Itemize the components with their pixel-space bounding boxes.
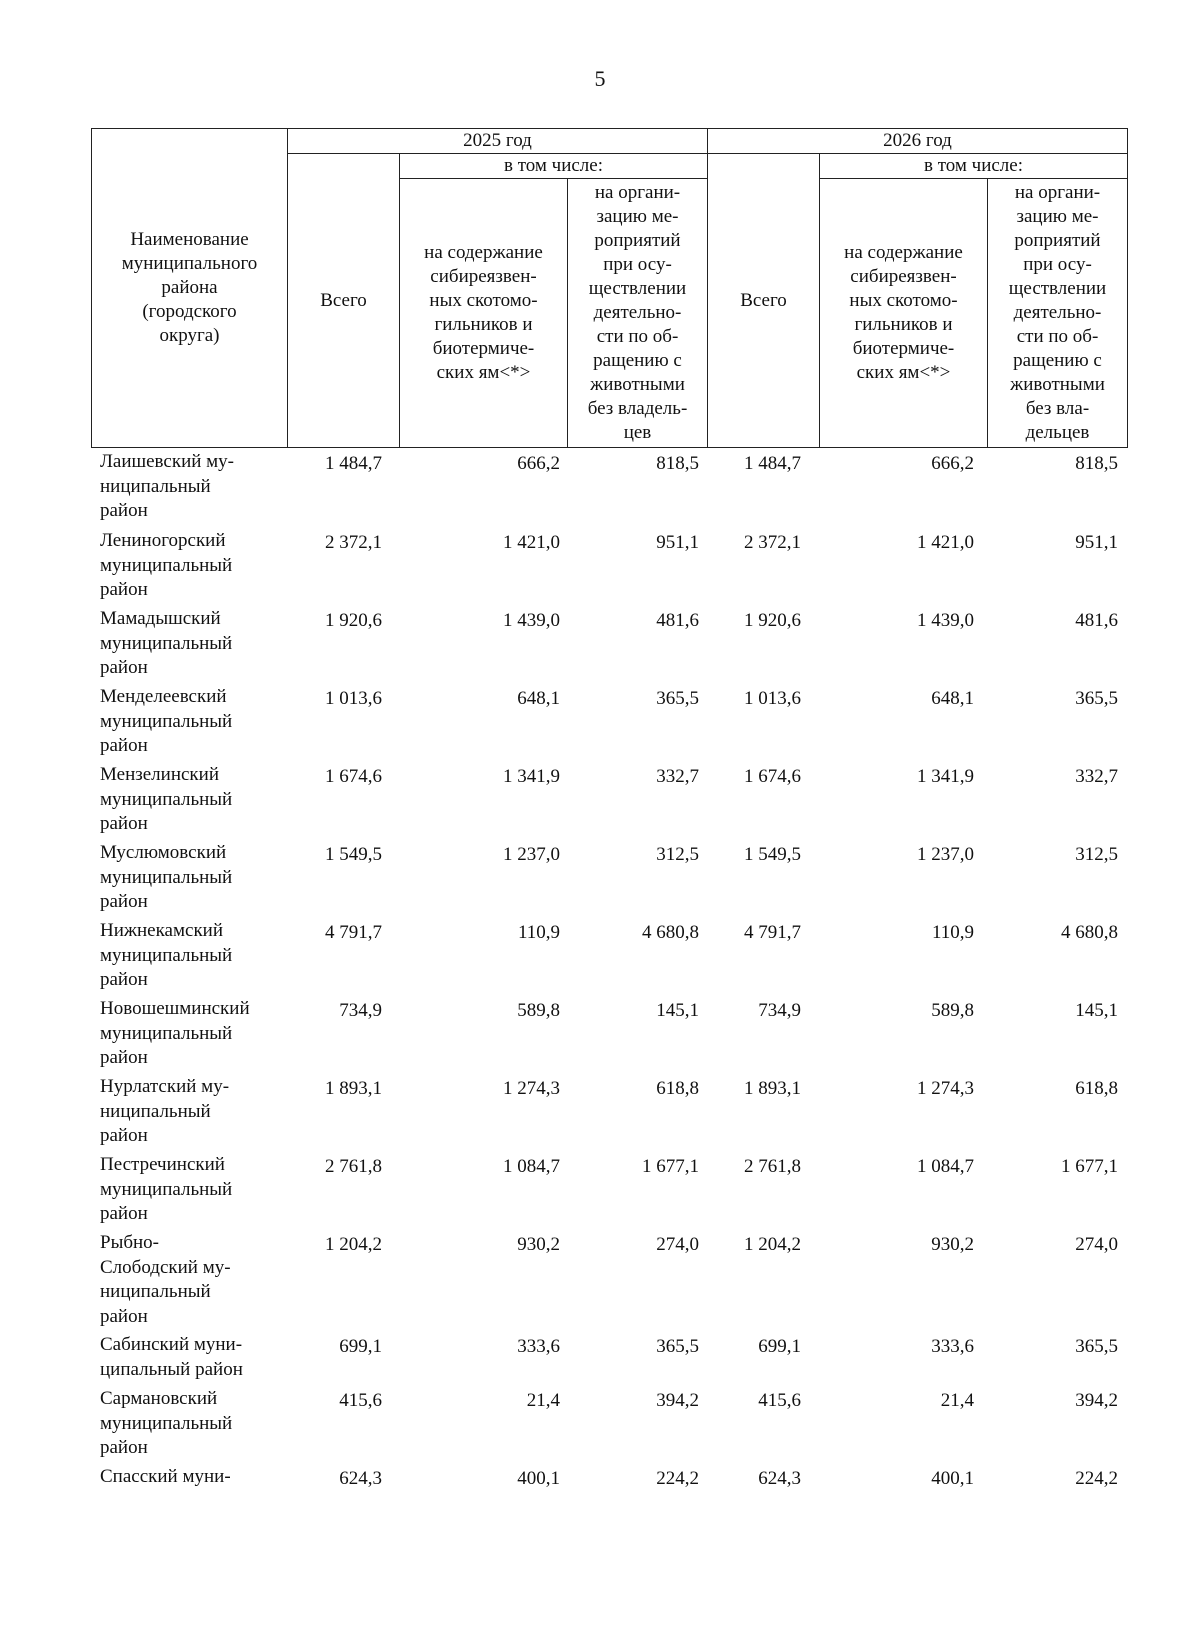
maintenance-2025: 1 237,0	[503, 844, 560, 865]
total-2026: 1 549,5	[744, 844, 801, 865]
animals-2026: 224,2	[1075, 1468, 1118, 1489]
table-row	[91, 1075, 1171, 1153]
municipality-name: Лениногорский муниципальный район	[100, 530, 233, 600]
total-2025: 1 484,7	[325, 453, 382, 474]
total-2025: 1 204,2	[325, 1234, 382, 1255]
municipality-name: Рыбно- Слободский му- ниципальный район	[100, 1232, 231, 1327]
animals-2025: 365,5	[656, 688, 699, 709]
animals-2026: 394,2	[1075, 1390, 1118, 1411]
animals-2025: 951,1	[656, 532, 699, 553]
maintenance-2025: 400,1	[517, 1468, 560, 1489]
municipality-name: Спасский муни-	[100, 1466, 231, 1487]
maintenance-2026: 1 341,9	[917, 766, 974, 787]
table-row	[91, 763, 1171, 841]
municipality-name: Сабинский муни- ципальный район	[100, 1334, 243, 1380]
animals-2025: 274,0	[656, 1234, 699, 1255]
animals-2025: 394,2	[656, 1390, 699, 1411]
maintenance-2025: 110,9	[517, 922, 560, 943]
total-2025: 1 013,6	[325, 688, 382, 709]
municipality-name: Пестречинский муниципальный район	[100, 1154, 233, 1224]
table-row	[91, 450, 1171, 529]
animals-2025: 145,1	[656, 1000, 699, 1021]
maintenance-2026: 1 421,0	[917, 532, 974, 553]
maintenance-2025: 333,6	[517, 1336, 560, 1357]
maintenance-2026: 1 084,7	[917, 1156, 974, 1177]
municipality-name: Менделеевский муниципальный район	[100, 686, 233, 756]
total-2026: 2 372,1	[744, 532, 801, 553]
header-animals-2025: на органи- зацию ме- роприятий при осу- ществлении деятельно- сти по об- ращению с животными без владель- цев	[568, 179, 708, 448]
total-2025: 699,1	[339, 1336, 382, 1357]
maintenance-2026: 21,4	[940, 1390, 974, 1411]
animals-2025: 618,8	[656, 1078, 699, 1099]
total-2026: 734,9	[758, 1000, 801, 1021]
table-body	[91, 450, 1171, 1495]
animals-2026: 332,7	[1075, 766, 1118, 787]
animals-2025: 332,7	[656, 766, 699, 787]
maintenance-2026: 589,8	[931, 1000, 974, 1021]
maintenance-2026: 666,2	[931, 453, 974, 474]
maintenance-2026: 930,2	[931, 1234, 974, 1255]
municipality-name: Новошешминский муниципальный район	[100, 998, 250, 1068]
maintenance-2025: 1 439,0	[503, 610, 560, 631]
animals-2026: 818,5	[1075, 453, 1118, 474]
header-year-2025: 2025 год	[288, 129, 708, 154]
total-2025: 1 893,1	[325, 1078, 382, 1099]
municipality-name: Муслюмовский муниципальный район	[100, 842, 233, 912]
municipality-name: Лаишевский му- ниципальный район	[100, 451, 235, 521]
total-2025: 2 761,8	[325, 1156, 382, 1177]
header-animals-2026: на органи- зацию ме- роприятий при осу- ществлении деятельно- сти по об- ращению с животными без вла- дельцев	[988, 179, 1128, 448]
total-2026: 2 761,8	[744, 1156, 801, 1177]
total-2026: 1 204,2	[744, 1234, 801, 1255]
table-row	[91, 1387, 1171, 1465]
total-2025: 624,3	[339, 1468, 382, 1489]
maintenance-2026: 400,1	[931, 1468, 974, 1489]
total-2025: 734,9	[339, 1000, 382, 1021]
maintenance-2026: 1 237,0	[917, 844, 974, 865]
table-row	[91, 529, 1171, 607]
header-total-2025: Всего	[288, 154, 400, 448]
table-row	[91, 1153, 1171, 1231]
table-row	[91, 997, 1171, 1075]
header-municipality-name: Наименование муниципального района (городского округа)	[92, 129, 288, 448]
table-row	[91, 1333, 1171, 1387]
maintenance-2025: 1 421,0	[503, 532, 560, 553]
total-2026: 1 920,6	[744, 610, 801, 631]
municipality-name: Нижнекамский муниципальный район	[100, 920, 233, 990]
header-year-2026: 2026 год	[708, 129, 1128, 154]
animals-2025: 4 680,8	[642, 922, 699, 943]
maintenance-2026: 110,9	[931, 922, 974, 943]
municipality-name: Нурлатский му- ниципальный район	[100, 1076, 230, 1146]
animals-2026: 951,1	[1075, 532, 1118, 553]
animals-2026: 618,8	[1075, 1078, 1118, 1099]
total-2026: 1 674,6	[744, 766, 801, 787]
animals-2026: 145,1	[1075, 1000, 1118, 1021]
municipality-name: Мензелинский муниципальный район	[100, 764, 233, 834]
table-header	[91, 128, 1128, 448]
animals-2025: 365,5	[656, 1336, 699, 1357]
maintenance-2026: 1 439,0	[917, 610, 974, 631]
table-row	[91, 685, 1171, 763]
table-row	[91, 1231, 1171, 1333]
animals-2026: 274,0	[1075, 1234, 1118, 1255]
total-2026: 415,6	[758, 1390, 801, 1411]
header-maintenance-2026: на содержание сибиреязвен- ных скотомо- гильников и биотермиче- ских ям<*>	[820, 179, 988, 448]
maintenance-2025: 1 341,9	[503, 766, 560, 787]
maintenance-2025: 589,8	[517, 1000, 560, 1021]
animals-2025: 481,6	[656, 610, 699, 631]
animals-2026: 4 680,8	[1061, 922, 1118, 943]
animals-2026: 481,6	[1075, 610, 1118, 631]
total-2025: 1 549,5	[325, 844, 382, 865]
maintenance-2025: 1 084,7	[503, 1156, 560, 1177]
animals-2026: 312,5	[1075, 844, 1118, 865]
table-row	[91, 841, 1171, 919]
total-2026: 1 484,7	[744, 453, 801, 474]
total-2026: 624,3	[758, 1468, 801, 1489]
header-maintenance-2025: на содержание сибиреязвен- ных скотомо- гильников и биотермиче- ских ям<*>	[400, 179, 568, 448]
municipality-name: Мамадышский муниципальный район	[100, 608, 233, 678]
maintenance-2025: 666,2	[517, 453, 560, 474]
animals-2026: 1 677,1	[1061, 1156, 1118, 1177]
total-2026: 1 893,1	[744, 1078, 801, 1099]
total-2026: 4 791,7	[744, 922, 801, 943]
header-including-2025: в том числе:	[400, 154, 708, 179]
table-row	[91, 607, 1171, 685]
total-2025: 2 372,1	[325, 532, 382, 553]
maintenance-2025: 1 274,3	[503, 1078, 560, 1099]
total-2025: 415,6	[339, 1390, 382, 1411]
maintenance-2026: 333,6	[931, 1336, 974, 1357]
header-including-2026: в том числе:	[820, 154, 1128, 179]
animals-2026: 365,5	[1075, 688, 1118, 709]
animals-2025: 224,2	[656, 1468, 699, 1489]
header-total-2026: Всего	[708, 154, 820, 448]
total-2026: 699,1	[758, 1336, 801, 1357]
animals-2025: 818,5	[656, 453, 699, 474]
maintenance-2026: 1 274,3	[917, 1078, 974, 1099]
page-number: 5	[594, 66, 606, 91]
maintenance-2025: 648,1	[517, 688, 560, 709]
animals-2026: 365,5	[1075, 1336, 1118, 1357]
animals-2025: 1 677,1	[642, 1156, 699, 1177]
table-row	[91, 1465, 1171, 1495]
maintenance-2026: 648,1	[931, 688, 974, 709]
maintenance-2025: 930,2	[517, 1234, 560, 1255]
total-2026: 1 013,6	[744, 688, 801, 709]
table-row	[91, 919, 1171, 997]
maintenance-2025: 21,4	[526, 1390, 560, 1411]
municipality-name: Сармановский муниципальный район	[100, 1388, 233, 1458]
total-2025: 1 920,6	[325, 610, 382, 631]
total-2025: 1 674,6	[325, 766, 382, 787]
animals-2025: 312,5	[656, 844, 699, 865]
total-2025: 4 791,7	[325, 922, 382, 943]
